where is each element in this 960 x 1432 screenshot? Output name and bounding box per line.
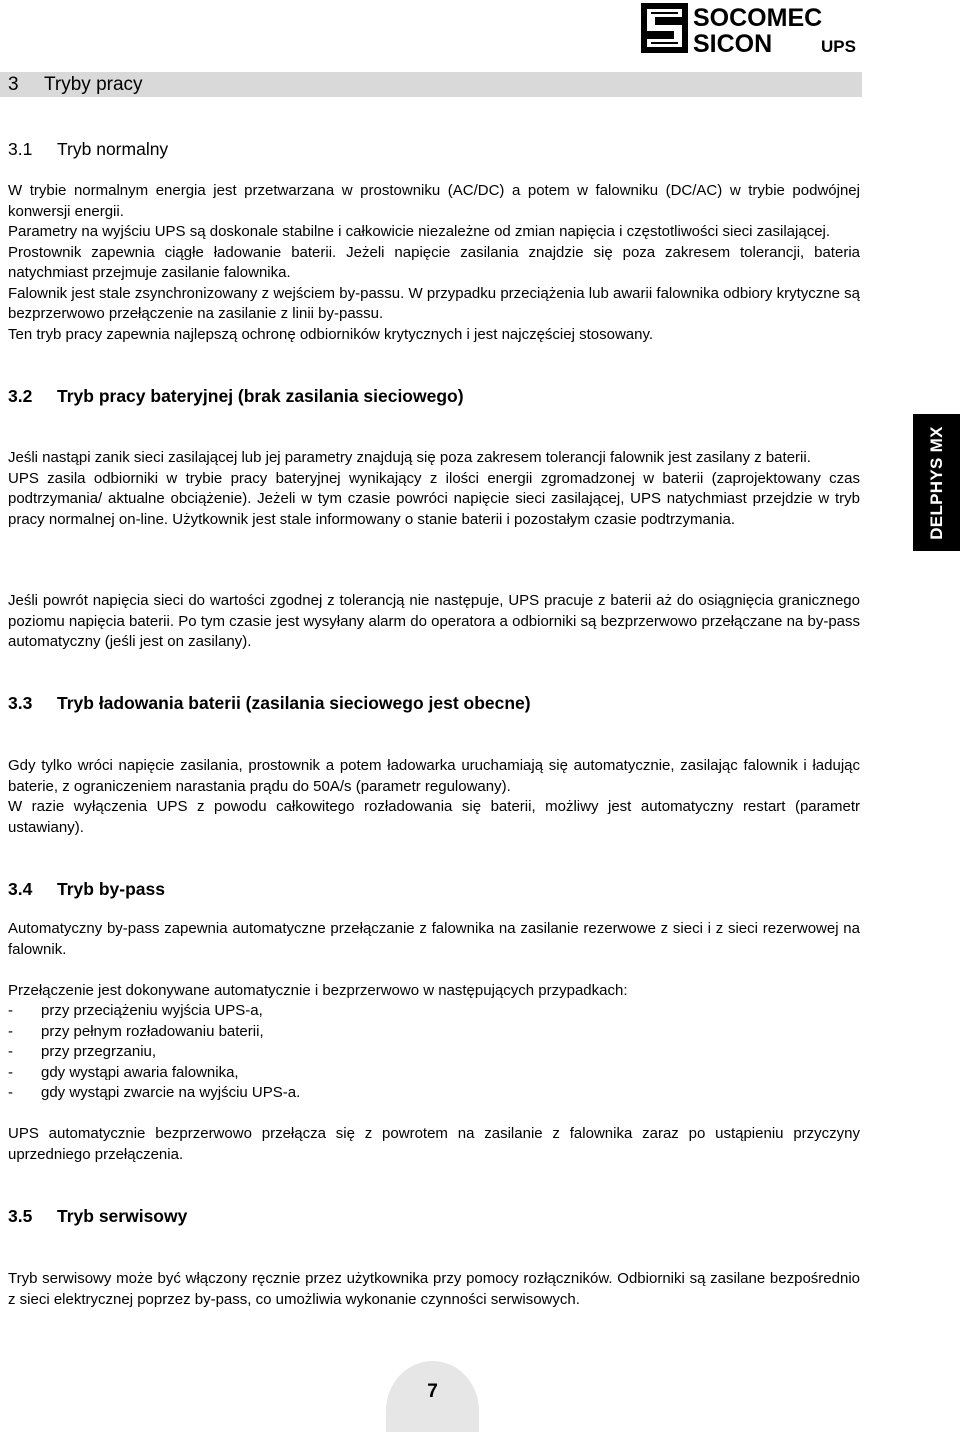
list-item-text: gdy wystąpi zwarcie na wyjściu UPS-a.	[41, 1084, 301, 1101]
side-tab-label: DELPHYS MX	[926, 425, 946, 540]
section-body-3-4-list-intro	[8, 981, 860, 1002]
section-body-3-3	[8, 756, 860, 838]
paragraph: Prostownik zapewnia ciągłe ładowanie baterii. Jeżeli napięcie zasilania znajdzie się poza zakresem tolerancji, bateria natychmiast przejmuje zasilanie falownika.	[8, 243, 860, 281]
list-marker: -	[8, 1022, 13, 1040]
section-number: 3.5	[8, 1206, 33, 1226]
paragraph: Tryb serwisowy może być włączony ręcznie przez użytkownika przy pomocy rozłączników. Odbiorniki są zasilane bezpośrednio z sieci elektrycznej poprzez by-pass, co umożliwia wykonanie czynności serwisowych.	[8, 1270, 860, 1308]
section-title: Tryb normalny	[57, 139, 169, 159]
paragraph: Przełączenie jest dokonywane automatycznie i bezprzerwowo w następujących przypadkach:	[8, 982, 628, 999]
list-item	[8, 1042, 860, 1063]
list-item-text: przy przeciążeniu wyjścia UPS-a,	[41, 1002, 263, 1019]
bypass-cases-list	[8, 1001, 860, 1104]
list-marker: -	[8, 1002, 13, 1019]
paragraph: UPS zasila odbiorniki w trybie pracy bateryjnej wynikający z ilości energii zgromadzonej w baterii (zaprojektowany czas podtrzymania/ aktualne obciążenie). Jeżeli w tym czasie powróci napięcie sieci zasilającej, UPS natychmiast przejdzie w tryb pracy normalnej on-line. Użytkownik jest stale informowany o stanie baterii i pozostałym czasie podtrzymania.	[8, 469, 860, 528]
logo-graphic	[641, 3, 861, 53]
paragraph: Jeśli nastąpi zanik sieci zasilającej lub jej parametry znajdują się poza zakresem tolerancji falownik jest zasilany z baterii.	[8, 449, 811, 466]
section-number: 3.2	[8, 386, 33, 406]
section-title: Tryb by-pass	[57, 879, 165, 899]
section-heading-3-5	[8, 1206, 187, 1226]
section-heading-3-2	[8, 386, 464, 406]
list-marker: -	[8, 1043, 13, 1060]
page-number: 7	[427, 1381, 438, 1402]
section-body-3-4b	[8, 1124, 860, 1165]
list-marker: -	[8, 1084, 13, 1101]
paragraph: W trybie normalnym energia jest przetwarzana w prostowniku (AC/DC) a potem w falowniku (DC/AC) w trybie podwójnej konwersji energii.	[8, 182, 860, 220]
list-item	[8, 1022, 860, 1043]
list-item	[8, 1083, 860, 1104]
paragraph: Gdy tylko wróci napięcie zasilania, prostownik a potem ładowarka uruchamiają się automatycznie, zasilając falownik i ładując baterie, z ograniczeniem narastania prądu do 50A/s (parametr regulowany).	[8, 757, 860, 795]
section-title: Tryb ładowania baterii (zasilania sieciowego jest obecne)	[57, 693, 531, 713]
section-title: Tryb serwisowy	[57, 1206, 188, 1226]
logo-line2: SICON	[693, 30, 773, 53]
list-item-text: przy przegrzaniu,	[41, 1043, 157, 1060]
section-heading-3-3	[8, 693, 531, 713]
section-body-3-1	[8, 181, 860, 345]
chapter-number: 3	[8, 74, 19, 95]
page-number-box	[386, 1361, 479, 1432]
list-item-text: gdy wystąpi awaria falownika,	[41, 1063, 239, 1081]
section-body-3-5	[8, 1269, 860, 1310]
section-number: 3.1	[8, 139, 33, 159]
paragraph: W razie wyłączenia UPS z powodu całkowitego rozładowania się baterii, możliwy jest automatyczny restart (parametr ustawiany).	[8, 798, 860, 836]
section-number: 3.3	[8, 693, 33, 713]
section-body-3-2b	[8, 591, 860, 653]
list-item-text: przy pełnym rozładowaniu baterii,	[41, 1022, 264, 1040]
list-item	[8, 1063, 860, 1084]
section-body-3-2	[8, 448, 860, 530]
list-item	[8, 1001, 860, 1022]
list-marker: -	[8, 1063, 13, 1081]
paragraph: Jeśli powrót napięcia sieci do wartości zgodnej z tolerancją nie następuje, UPS pracuje z baterii aż do osiągnięcia granicznego poziomu napięcia baterii. Po tym czasie jest wysyłany alarm do operatora a odbiorniki są bezprzerwowo przełączane na by-pass automatyczny (jeśli jest on zasilany).	[8, 592, 860, 650]
paragraph: Parametry na wyjściu UPS są doskonale stabilne i całkowicie niezależne od zmian napięcia i częstotliwości sieci zasilającej.	[8, 223, 831, 240]
logo-ups: UPS	[821, 37, 856, 53]
section-body-3-4	[8, 919, 860, 960]
section-heading-3-4	[8, 879, 165, 899]
product-side-tab	[913, 414, 960, 551]
paragraph: UPS automatycznie bezprzerwowo przełącza się z powrotem na zasilanie z falownika zaraz po ustąpieniu przyczyny uprzedniego przełączenia.	[8, 1125, 860, 1163]
socomec-sicon-logo	[641, 3, 861, 53]
paragraph: Automatyczny by-pass zapewnia automatyczne przełączanie z falownika na zasilanie rezerwowe z sieci i z sieci rezerwowej na falownik.	[8, 920, 860, 958]
logo-line1: SOCOMEC	[693, 4, 823, 32]
chapter-heading	[0, 72, 862, 97]
paragraph: Ten tryb pracy zapewnia najlepszą ochronę odbiorników krytycznych i jest najczęściej stosowany.	[8, 325, 654, 343]
chapter-title: Tryby pracy	[44, 74, 143, 95]
section-heading-3-1	[8, 139, 168, 159]
paragraph: Falownik jest stale zsynchronizowany z wejściem by-passu. W przypadku przeciążenia lub awarii falownika odbiory krytyczne są bezprzerwowo przełączenie na zasilanie z linii by-passu.	[8, 284, 860, 322]
section-title: Tryb pracy bateryjnej (brak zasilania sieciowego)	[57, 386, 464, 406]
section-number: 3.4	[8, 879, 33, 899]
